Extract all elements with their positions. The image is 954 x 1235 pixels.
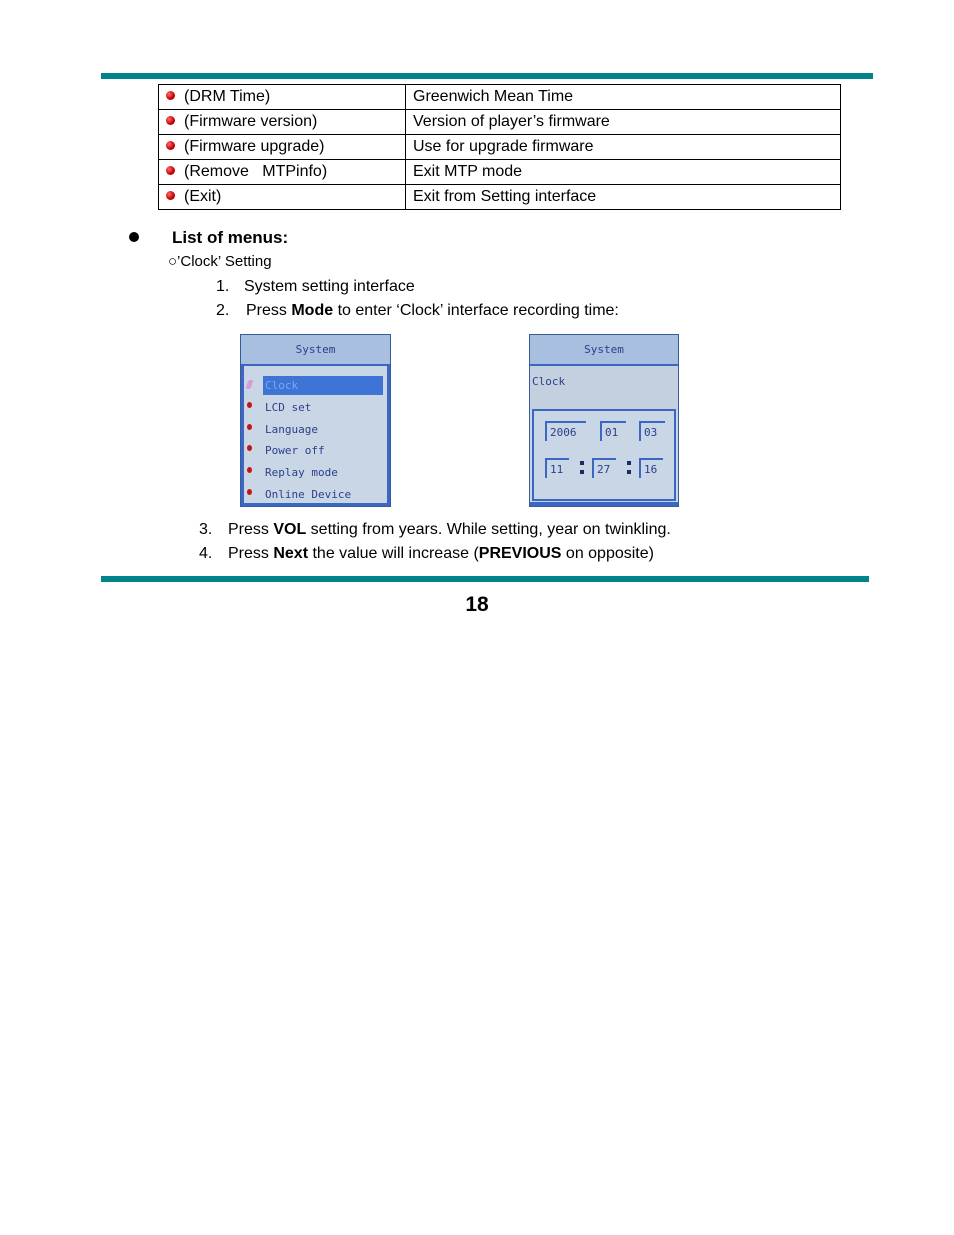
second-field: 16 [639, 458, 663, 478]
menu-item-language: Language [245, 420, 384, 439]
red-bullet-icon [247, 445, 252, 451]
pointer-icon [246, 380, 254, 389]
step-3: 3. Press VOL setting from years. While setting, year on twinkling. [199, 521, 671, 538]
red-bullet-icon [247, 424, 252, 430]
red-bullet-icon [166, 91, 175, 100]
month-field: 01 [600, 421, 626, 441]
step-1: 1. System setting interface [216, 278, 415, 295]
screen-header: System [530, 335, 678, 366]
step-2: 2. Press Mode to enter ‘Clock’ interface recording time: [216, 302, 619, 319]
settings-table [158, 84, 841, 210]
table-row [159, 185, 841, 210]
red-bullet-icon [166, 166, 175, 175]
setting-item: (Firmware upgrade) [184, 138, 325, 155]
red-bullet-icon [247, 467, 252, 473]
red-bullet-icon [166, 191, 175, 200]
red-bullet-icon [247, 402, 252, 408]
menu-item-power-off: Power off [245, 441, 384, 460]
red-bullet-icon [166, 141, 175, 150]
table-row [159, 160, 841, 185]
screen-header: System [241, 335, 390, 366]
red-bullet-icon [247, 489, 252, 495]
setting-item: (Remove MTPinfo) [184, 163, 328, 180]
setting-description: Exit MTP mode [406, 160, 841, 185]
setting-item: (DRM Time) [184, 88, 271, 105]
subsection-heading: ○’Clock’ Setting [168, 253, 272, 270]
clock-setting-screenshot [529, 334, 679, 507]
setting-description: Version of player’s firmware [406, 110, 841, 135]
menu-item-replay-mode: Replay mode [245, 463, 384, 482]
setting-description: Greenwich Mean Time [406, 85, 841, 110]
menu-item-lcd-set: LCD set [245, 398, 384, 417]
table-row [159, 85, 841, 110]
page-number: 18 [465, 593, 489, 616]
menu-item-clock: Clock [245, 376, 384, 395]
bottom-rule [101, 576, 869, 582]
clock-label: Clock [532, 375, 566, 388]
hour-field: 11 [545, 458, 569, 478]
table-row [159, 135, 841, 160]
setting-description: Use for upgrade firmware [406, 135, 841, 160]
setting-item: (Firmware version) [184, 113, 318, 130]
setting-description: Exit from Setting interface [406, 185, 841, 210]
top-rule [101, 73, 873, 79]
setting-item: (Exit) [184, 188, 222, 205]
red-bullet-icon [166, 116, 175, 125]
menu-item-online-device: Online Device [245, 485, 384, 504]
year-field: 2006 [545, 421, 586, 441]
black-bullet-icon [129, 232, 139, 242]
day-field: 03 [639, 421, 665, 441]
table-row [159, 110, 841, 135]
minute-field: 27 [592, 458, 616, 478]
list-title: List of menus: [129, 228, 288, 248]
step-4: 4. Press Next the value will increase (PREVIOUS on opposite) [199, 545, 654, 562]
system-menu-screenshot [240, 334, 391, 507]
